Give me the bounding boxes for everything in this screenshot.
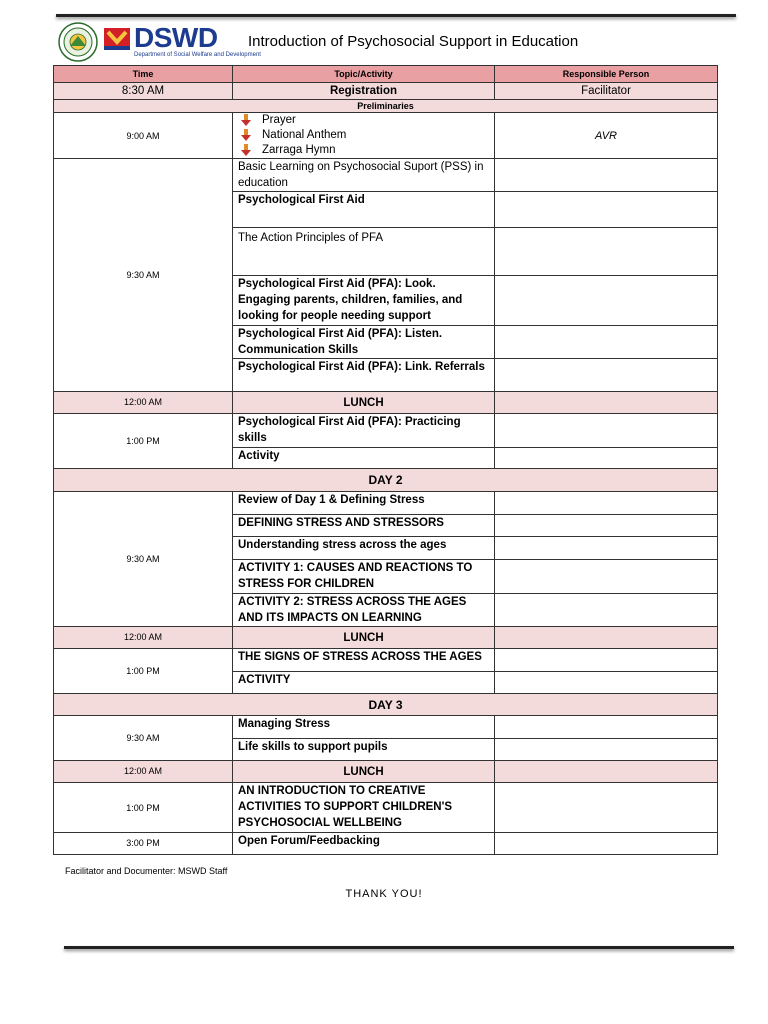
topic-cell: Open Forum/Feedbacking bbox=[233, 833, 495, 855]
person-cell bbox=[495, 594, 718, 627]
topic-cell: Managing Stress bbox=[233, 716, 495, 739]
day2-banner-row bbox=[54, 469, 718, 492]
person-cell bbox=[495, 649, 718, 672]
person-cell bbox=[495, 359, 718, 392]
facilitator-note: Facilitator and Documenter: MSWD Staff bbox=[65, 866, 228, 876]
preliminaries-list bbox=[238, 113, 489, 158]
topic-cell: THE SIGNS OF STRESS ACROSS THE AGES bbox=[233, 649, 495, 672]
person-cell bbox=[495, 783, 718, 833]
topic-cell: Registration bbox=[233, 83, 495, 100]
person-cell bbox=[495, 392, 718, 414]
table-row bbox=[54, 649, 718, 672]
person-cell bbox=[495, 228, 718, 276]
table-row bbox=[54, 414, 718, 448]
topic-cell: ACTIVITY 2: STRESS ACROSS THE AGES AND ITS IMPACTS ON LEARNING bbox=[233, 594, 495, 627]
lunch-label: LUNCH bbox=[233, 392, 495, 414]
person-cell bbox=[495, 326, 718, 359]
person-cell: Facilitator bbox=[495, 83, 718, 100]
topic-cell: Life skills to support pupils bbox=[233, 739, 495, 761]
registration-row bbox=[54, 83, 718, 100]
brand-subtitle: Department of Social Welfare and Development bbox=[134, 52, 261, 58]
thank-you-text: THANK YOU! bbox=[345, 888, 423, 900]
topic-cell: DEFINING STRESS AND STRESSORS bbox=[233, 515, 495, 537]
topic-cell: ACTIVITY bbox=[233, 672, 495, 694]
list-item: Zarraga Hymn bbox=[262, 143, 489, 158]
day-2-banner: DAY 2 bbox=[54, 469, 718, 492]
time-cell: 1:00 PM bbox=[54, 783, 233, 833]
time-cell: 9:30 AM bbox=[54, 716, 233, 761]
person-cell bbox=[495, 492, 718, 515]
person-cell bbox=[495, 560, 718, 594]
table-row bbox=[54, 159, 718, 192]
time-cell: 9:00 AM bbox=[54, 113, 233, 159]
column-header-topic: Topic/Activity bbox=[233, 66, 495, 83]
lunch-row bbox=[54, 627, 718, 649]
person-cell bbox=[495, 414, 718, 448]
list-item: National Anthem bbox=[262, 128, 489, 143]
person-cell bbox=[495, 672, 718, 694]
column-header-person: Responsible Person bbox=[495, 66, 718, 83]
topic-cell: Psychological First Aid bbox=[233, 192, 495, 228]
government-seal-icon bbox=[58, 22, 98, 62]
lunch-row bbox=[54, 761, 718, 783]
topic-cell: Psychological First Aid (PFA): Practicing skills bbox=[233, 414, 495, 448]
preliminaries-banner: Preliminaries bbox=[54, 100, 718, 113]
person-cell bbox=[495, 276, 718, 326]
topic-cell: Psychological First Aid (PFA): Link. Referrals bbox=[233, 359, 495, 392]
person-cell bbox=[495, 739, 718, 761]
day-3-banner: DAY 3 bbox=[54, 694, 718, 716]
day3-banner-row bbox=[54, 694, 718, 716]
topic-cell: Review of Day 1 & Defining Stress bbox=[233, 492, 495, 515]
arrow-bullet-icon bbox=[240, 144, 252, 156]
dswd-logo bbox=[102, 24, 262, 62]
topic-cell bbox=[233, 113, 495, 159]
person-cell bbox=[495, 761, 718, 783]
time-cell: 12:00 AM bbox=[54, 627, 233, 649]
topic-cell: Understanding stress across the ages bbox=[233, 537, 495, 560]
lunch-label: LUNCH bbox=[233, 627, 495, 649]
person-cell bbox=[495, 192, 718, 228]
table-row bbox=[54, 783, 718, 833]
table-row bbox=[54, 716, 718, 739]
person-cell bbox=[495, 159, 718, 192]
topic-cell: Basic Learning on Psychosocial Suport (PSS) in education bbox=[233, 159, 495, 192]
lunch-label: LUNCH bbox=[233, 761, 495, 783]
top-rule bbox=[56, 14, 736, 17]
document-header bbox=[56, 22, 736, 64]
table-row bbox=[54, 113, 718, 159]
person-cell bbox=[495, 716, 718, 739]
person-cell bbox=[495, 537, 718, 560]
person-cell bbox=[495, 833, 718, 855]
topic-cell: ACTIVITY 1: CAUSES AND REACTIONS TO STRESS FOR CHILDREN bbox=[233, 560, 495, 594]
list-item: Prayer bbox=[262, 113, 489, 128]
arrow-bullet-icon bbox=[240, 114, 252, 126]
person-cell bbox=[495, 627, 718, 649]
column-header-time: Time bbox=[54, 66, 233, 83]
person-cell bbox=[495, 515, 718, 537]
topic-cell: AN INTRODUCTION TO CREATIVE ACTIVITIES TO SUPPORT CHILDREN'S PSYCHOSOCIAL WELLBEING bbox=[233, 783, 495, 833]
time-cell: 1:00 PM bbox=[54, 649, 233, 694]
time-cell: 12:00 AM bbox=[54, 761, 233, 783]
schedule-table bbox=[53, 65, 718, 855]
table-row bbox=[54, 833, 718, 855]
topic-cell: Activity bbox=[233, 448, 495, 469]
bottom-rule bbox=[64, 946, 734, 949]
dswd-logo-icon bbox=[102, 24, 132, 52]
time-cell: 3:00 PM bbox=[54, 833, 233, 855]
topic-cell: Psychological First Aid (PFA): Look. Engaging parents, children, families, and looking for people needing support bbox=[233, 276, 495, 326]
preliminaries-banner-row bbox=[54, 100, 718, 113]
time-cell: 12:00 AM bbox=[54, 392, 233, 414]
table-row bbox=[54, 492, 718, 515]
time-cell: 1:00 PM bbox=[54, 414, 233, 469]
lunch-row bbox=[54, 392, 718, 414]
brand-name: DSWD bbox=[134, 22, 218, 53]
time-cell: 9:30 AM bbox=[54, 159, 233, 392]
table-header-row bbox=[54, 66, 718, 83]
arrow-bullet-icon bbox=[240, 129, 252, 141]
time-cell: 9:30 AM bbox=[54, 492, 233, 627]
document-title: Introduction of Psychosocial Support in Education bbox=[248, 33, 579, 50]
person-cell bbox=[495, 448, 718, 469]
topic-cell: Psychological First Aid (PFA): Listen. Communication Skills bbox=[233, 326, 495, 359]
person-cell: AVR bbox=[495, 113, 718, 159]
topic-cell: The Action Principles of PFA bbox=[233, 228, 495, 276]
time-cell: 8:30 AM bbox=[54, 83, 233, 100]
